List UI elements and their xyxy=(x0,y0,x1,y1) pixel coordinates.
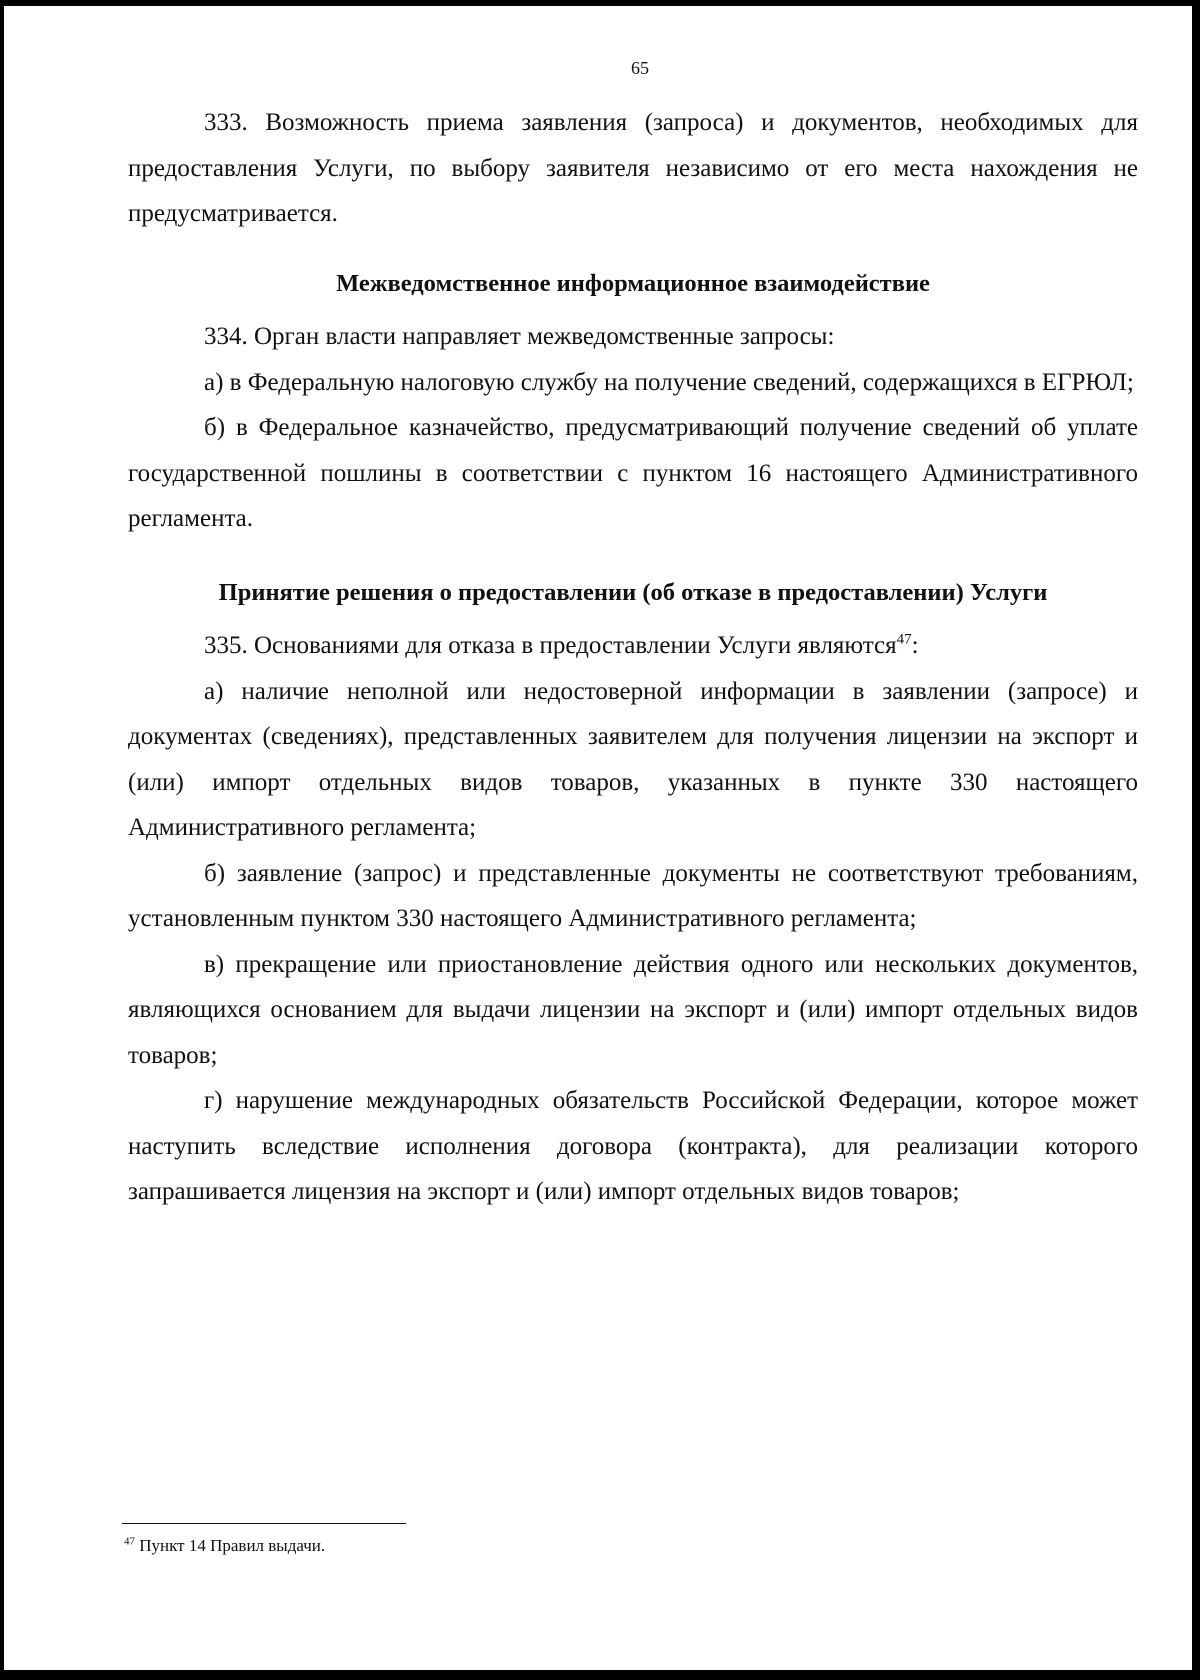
section-heading-interagency: Межведомственное информационное взаимодействие xyxy=(336,269,930,297)
scan-border-top xyxy=(0,0,1200,6)
paragraph-334-b: б) в Федеральное казначейство, предусматривающий получение сведений об уплате государственной пошлины в соответствии с пунктом 16 настоящего Административного регламента. xyxy=(128,414,1138,532)
paragraph-335-c: в) прекращение или приостановление действия одного или нескольких документов, являющихся основанием для выдачи лицензии на экспорт и (или) импорт отдельных видов товаров; xyxy=(128,950,1138,1069)
page-number: 65 xyxy=(631,58,649,78)
footnote-text: Пункт 14 Правил выдачи. xyxy=(135,1536,326,1555)
paragraph-335-d: г) нарушение международных обязательств Российской Федерации, которое может наступить вследствие исполнения договора (контракта), для реализации которого запрашивается лицензия на экспорт и (или) импорт отдельных видов товаров; xyxy=(128,1087,1138,1205)
paragraph-334: 334. Орган власти направляет межведомственные запросы: xyxy=(204,323,835,350)
document-body xyxy=(128,100,1138,1215)
scan-border-right xyxy=(1192,0,1200,1680)
paragraph-335-b: б) заявление (запрос) и представленные документы не соответствуют требованиям, установленным пунктом 330 настоящего Административного регламента; xyxy=(128,859,1138,932)
footnote-number: 47 xyxy=(124,1535,135,1548)
paragraph-333: 333. Возможность приема заявления (запроса) и документов, необходимых для предоставления Услуги, по выбору заявителя независимо от его места нахождения не предусматривается. xyxy=(128,109,1138,227)
paragraph-335-colon: : xyxy=(911,632,919,659)
footnote-separator xyxy=(122,1523,406,1524)
scan-border-bottom xyxy=(0,1670,1200,1680)
scan-border-left xyxy=(0,0,4,1680)
footnote xyxy=(124,1535,325,1557)
paragraph-335-text: 335. Основаниями для отказа в предоставлении Услуги являются xyxy=(204,632,897,659)
section-heading-decision: Принятие решения о предоставлении (об отказе в предоставлении) Услуги xyxy=(218,578,1048,606)
paragraph-335-a: а) наличие неполной или недостоверной информации в заявлении (запросе) и документах (сведениях), представленных заявителем для получения лицензии на экспорт и (или) импорт отдельных видов товаров, указанных в пункте 330 настоящего Административного регламента; xyxy=(128,677,1138,841)
paragraph-334-a: а) в Федеральную налоговую службу на получение сведений, содержащихся в ЕГРЮЛ; xyxy=(204,368,1134,396)
footnote-reference[interactable]: 47 xyxy=(896,631,912,648)
paragraph-335 xyxy=(128,623,1138,669)
